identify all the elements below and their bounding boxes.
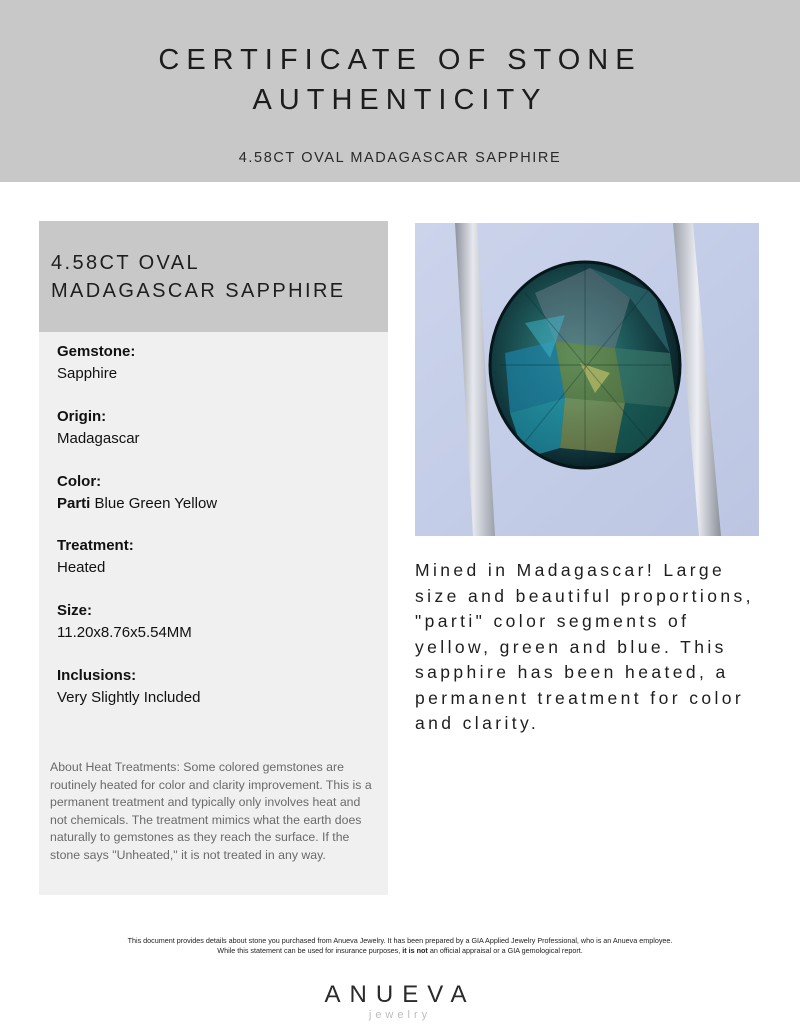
field-label: Inclusions: [57, 666, 137, 684]
certificate-subtitle: 4.58CT OVAL MADAGASCAR SAPPHIRE [238, 150, 562, 166]
field-origin [57, 406, 377, 471]
field-label: Size: [57, 602, 93, 620]
stone-name-line-1: 4.58CT OVAL [51, 252, 201, 274]
disclaimer-line-1: This document provides details about stone you purchased from Anueva Jewelry. It has been prepared by a GIA Applied Jewelry Professional, who is an Anueva employee. [127, 936, 673, 945]
field-value: Heated [57, 559, 106, 577]
certificate-title [0, 40, 800, 120]
disclaimer-line-2 [40, 946, 760, 956]
disclaimer-text: an official appraisal or a GIA gemological report. [427, 946, 583, 955]
stone-details-heading [39, 221, 388, 332]
field-label: Origin: [57, 407, 107, 425]
stone-description: Mined in Madagascar! Large size and beautiful proportions, "parti" color segments of yellow, green and blue. This sapphire has been heated, a permanent treatment for color and clarity. [415, 560, 754, 733]
disclaimer-emphasis: it is not [402, 946, 428, 955]
field-value-emphasis: Parti [57, 494, 91, 512]
anueva-logo-mark [300, 978, 500, 1022]
field-value-rest: Blue Green Yellow [90, 494, 218, 512]
heat-treatment-note: About Heat Treatments: Some colored gemstones are routinely heated for color and clarity improvement. This is a permanent treatment and typically only involves heat and not chemicals. The treatment mimics what the earth does naturally to gemstones as they reach the surface. If the stone says "Unheated," it is not treated in any way. [50, 760, 372, 862]
stone-details-card [39, 221, 388, 895]
anueva-logo [300, 978, 500, 1022]
document-disclaimer [40, 936, 760, 956]
certificate-title-line-2: AUTHENTICITY [252, 84, 548, 116]
field-label: Gemstone: [57, 343, 136, 360]
field-value: Very Slightly Included [57, 688, 201, 706]
field-color [57, 471, 377, 536]
gemstone-photo [415, 223, 759, 536]
sapphire-image [415, 223, 759, 536]
field-value: Sapphire [57, 365, 118, 382]
field-value: Madagascar [57, 429, 140, 447]
certificate-title-line-1: CERTIFICATE OF STONE [158, 44, 642, 76]
logo-tagline: jewelry [368, 1009, 432, 1021]
certificate-header [0, 0, 800, 182]
field-label: Treatment: [57, 537, 134, 555]
logo-brand: ANUEVA [324, 981, 476, 1008]
stone-name-line-2: MADAGASCAR SAPPHIRE [51, 280, 346, 302]
field-label: Color: [57, 472, 102, 490]
stone-fields [57, 341, 377, 730]
field-inclusions [57, 665, 377, 730]
field-value [57, 493, 377, 515]
field-treatment [57, 535, 377, 600]
field-size [57, 600, 377, 665]
field-gemstone [57, 341, 377, 406]
stone-name [51, 249, 381, 305]
disclaimer-text: While this statement can be used for insurance purposes, [217, 946, 403, 955]
field-value: 11.20x8.76x5.54MM [57, 624, 192, 642]
